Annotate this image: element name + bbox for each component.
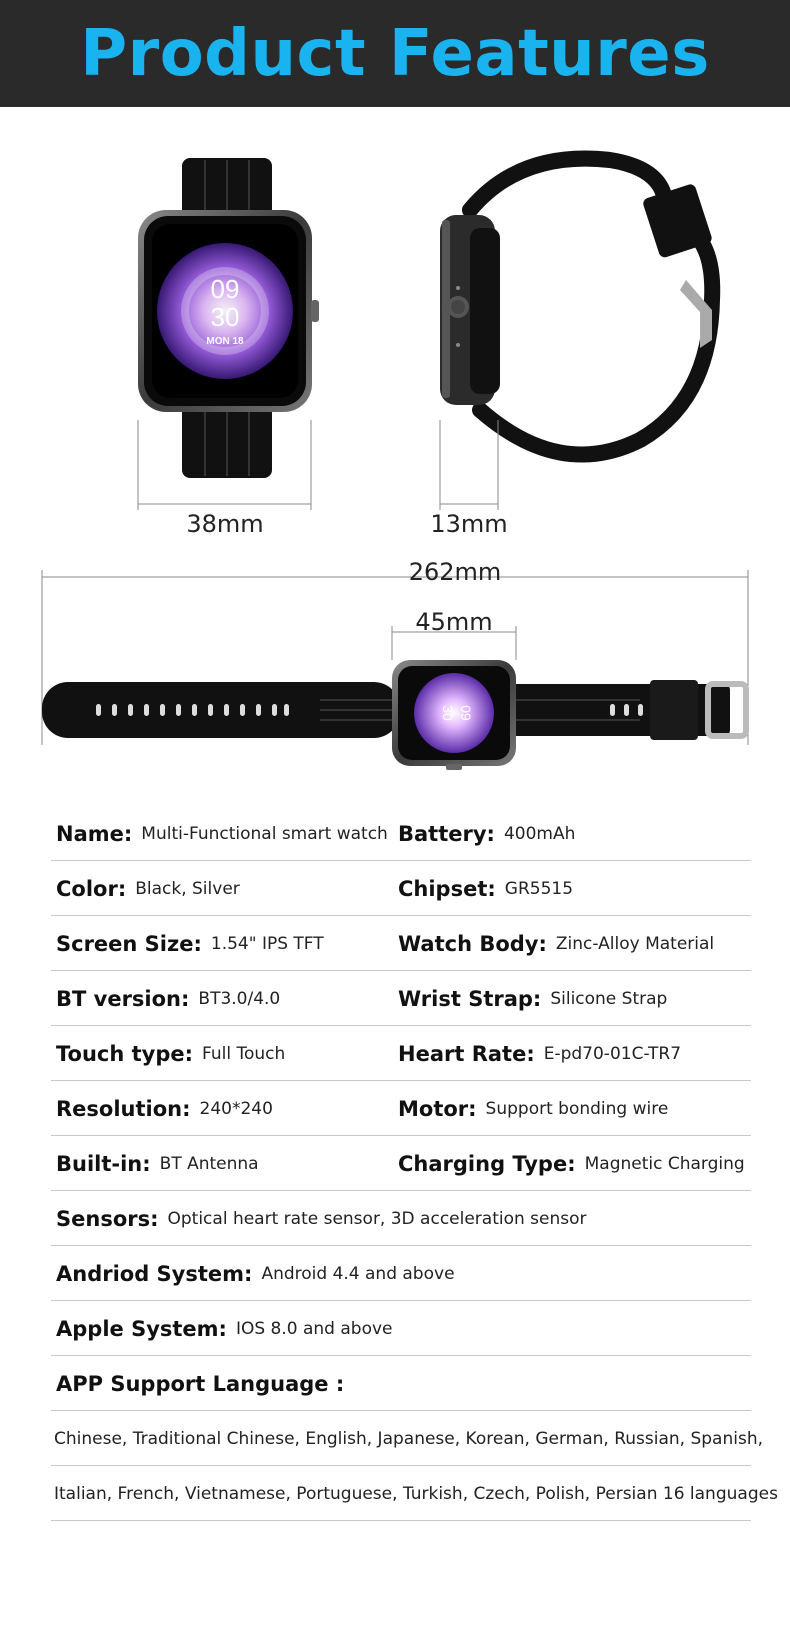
language-label: APP Support Language : — [56, 1371, 345, 1396]
spec-label: Resolution: — [56, 1096, 191, 1121]
spec-value: 400mAh — [503, 823, 576, 844]
product-illustrations — [0, 107, 790, 797]
spec-label: Color: — [56, 876, 127, 901]
language-list-line: Italian, French, Vietnamese, Portuguese, Turkish, Czech, Polish, Persian 16 languages — [54, 1483, 778, 1504]
spec-label: Sensors: — [56, 1206, 159, 1231]
spec-label: Touch type: — [56, 1041, 194, 1066]
spec-label: Wrist Strap: — [398, 986, 542, 1011]
spec-value: BT Antenna — [159, 1153, 259, 1174]
spec-value: IOS 8.0 and above — [235, 1318, 393, 1339]
spec-label: Built-in: — [56, 1151, 151, 1176]
thickness-dimension: 13mm — [430, 510, 508, 538]
spec-row — [51, 1026, 751, 1081]
spec-label: Apple System: — [56, 1316, 227, 1341]
side-watch-image — [440, 159, 713, 455]
spec-value: E-pd70-01C-TR7 — [543, 1043, 682, 1064]
spec-label: Heart Rate: — [398, 1041, 535, 1066]
language-list-line: Chinese, Traditional Chinese, English, Japanese, Korean, German, Russian, Spanish, — [54, 1428, 764, 1449]
spec-row — [51, 1136, 751, 1191]
page-header — [0, 0, 790, 107]
face-date: MON 18 — [206, 336, 244, 347]
spec-row — [51, 806, 751, 861]
spec-row-full — [51, 1191, 751, 1246]
spec-value: Android 4.4 and above — [261, 1263, 455, 1284]
spec-row-full — [51, 1301, 751, 1356]
spec-value: Magnetic Charging — [584, 1153, 745, 1174]
spec-value: 1.54" IPS TFT — [210, 933, 324, 954]
spec-label: BT version: — [56, 986, 190, 1011]
spec-row — [51, 971, 751, 1026]
spec-label: Name: — [56, 821, 133, 846]
spec-label: Watch Body: — [398, 931, 547, 956]
spec-label: Screen Size: — [56, 931, 202, 956]
case-length-dimension: 45mm — [415, 608, 493, 636]
flat-watch-image — [42, 660, 746, 770]
spec-value: Silicone Strap — [550, 988, 668, 1009]
language-row — [51, 1466, 778, 1521]
face-hour: 09 — [210, 274, 240, 304]
spec-row — [51, 916, 751, 971]
spec-value: Optical heart rate sensor, 3D acceleration sensor — [167, 1208, 587, 1229]
page-title: Product Features — [80, 16, 710, 91]
flat-face-hour: 09 — [458, 705, 474, 721]
spec-table — [51, 806, 778, 1521]
spec-label: Charging Type: — [398, 1151, 576, 1176]
spec-value: 240*240 — [199, 1098, 273, 1119]
flat-face-minute: 30 — [440, 705, 456, 721]
language-header-row — [51, 1356, 751, 1411]
spec-row-full — [51, 1246, 751, 1301]
spec-row — [51, 861, 751, 916]
spec-value: Multi-Functional smart watch — [141, 823, 388, 844]
spec-row — [51, 1081, 751, 1136]
face-minute: 30 — [210, 302, 240, 332]
width-dimension: 38mm — [186, 510, 264, 538]
spec-value: Full Touch — [202, 1043, 286, 1064]
spec-label: Motor: — [398, 1096, 477, 1121]
spec-value: Zinc-Alloy Material — [555, 933, 715, 954]
spec-value: Support bonding wire — [485, 1098, 669, 1119]
spec-label: Andriod System: — [56, 1261, 253, 1286]
length-dimension: 262mm — [408, 558, 502, 586]
spec-value: Black, Silver — [135, 878, 240, 899]
language-row — [51, 1411, 764, 1466]
spec-label: Battery: — [398, 821, 495, 846]
spec-value: GR5515 — [504, 878, 574, 899]
spec-value: BT3.0/4.0 — [198, 988, 281, 1009]
spec-label: Chipset: — [398, 876, 496, 901]
